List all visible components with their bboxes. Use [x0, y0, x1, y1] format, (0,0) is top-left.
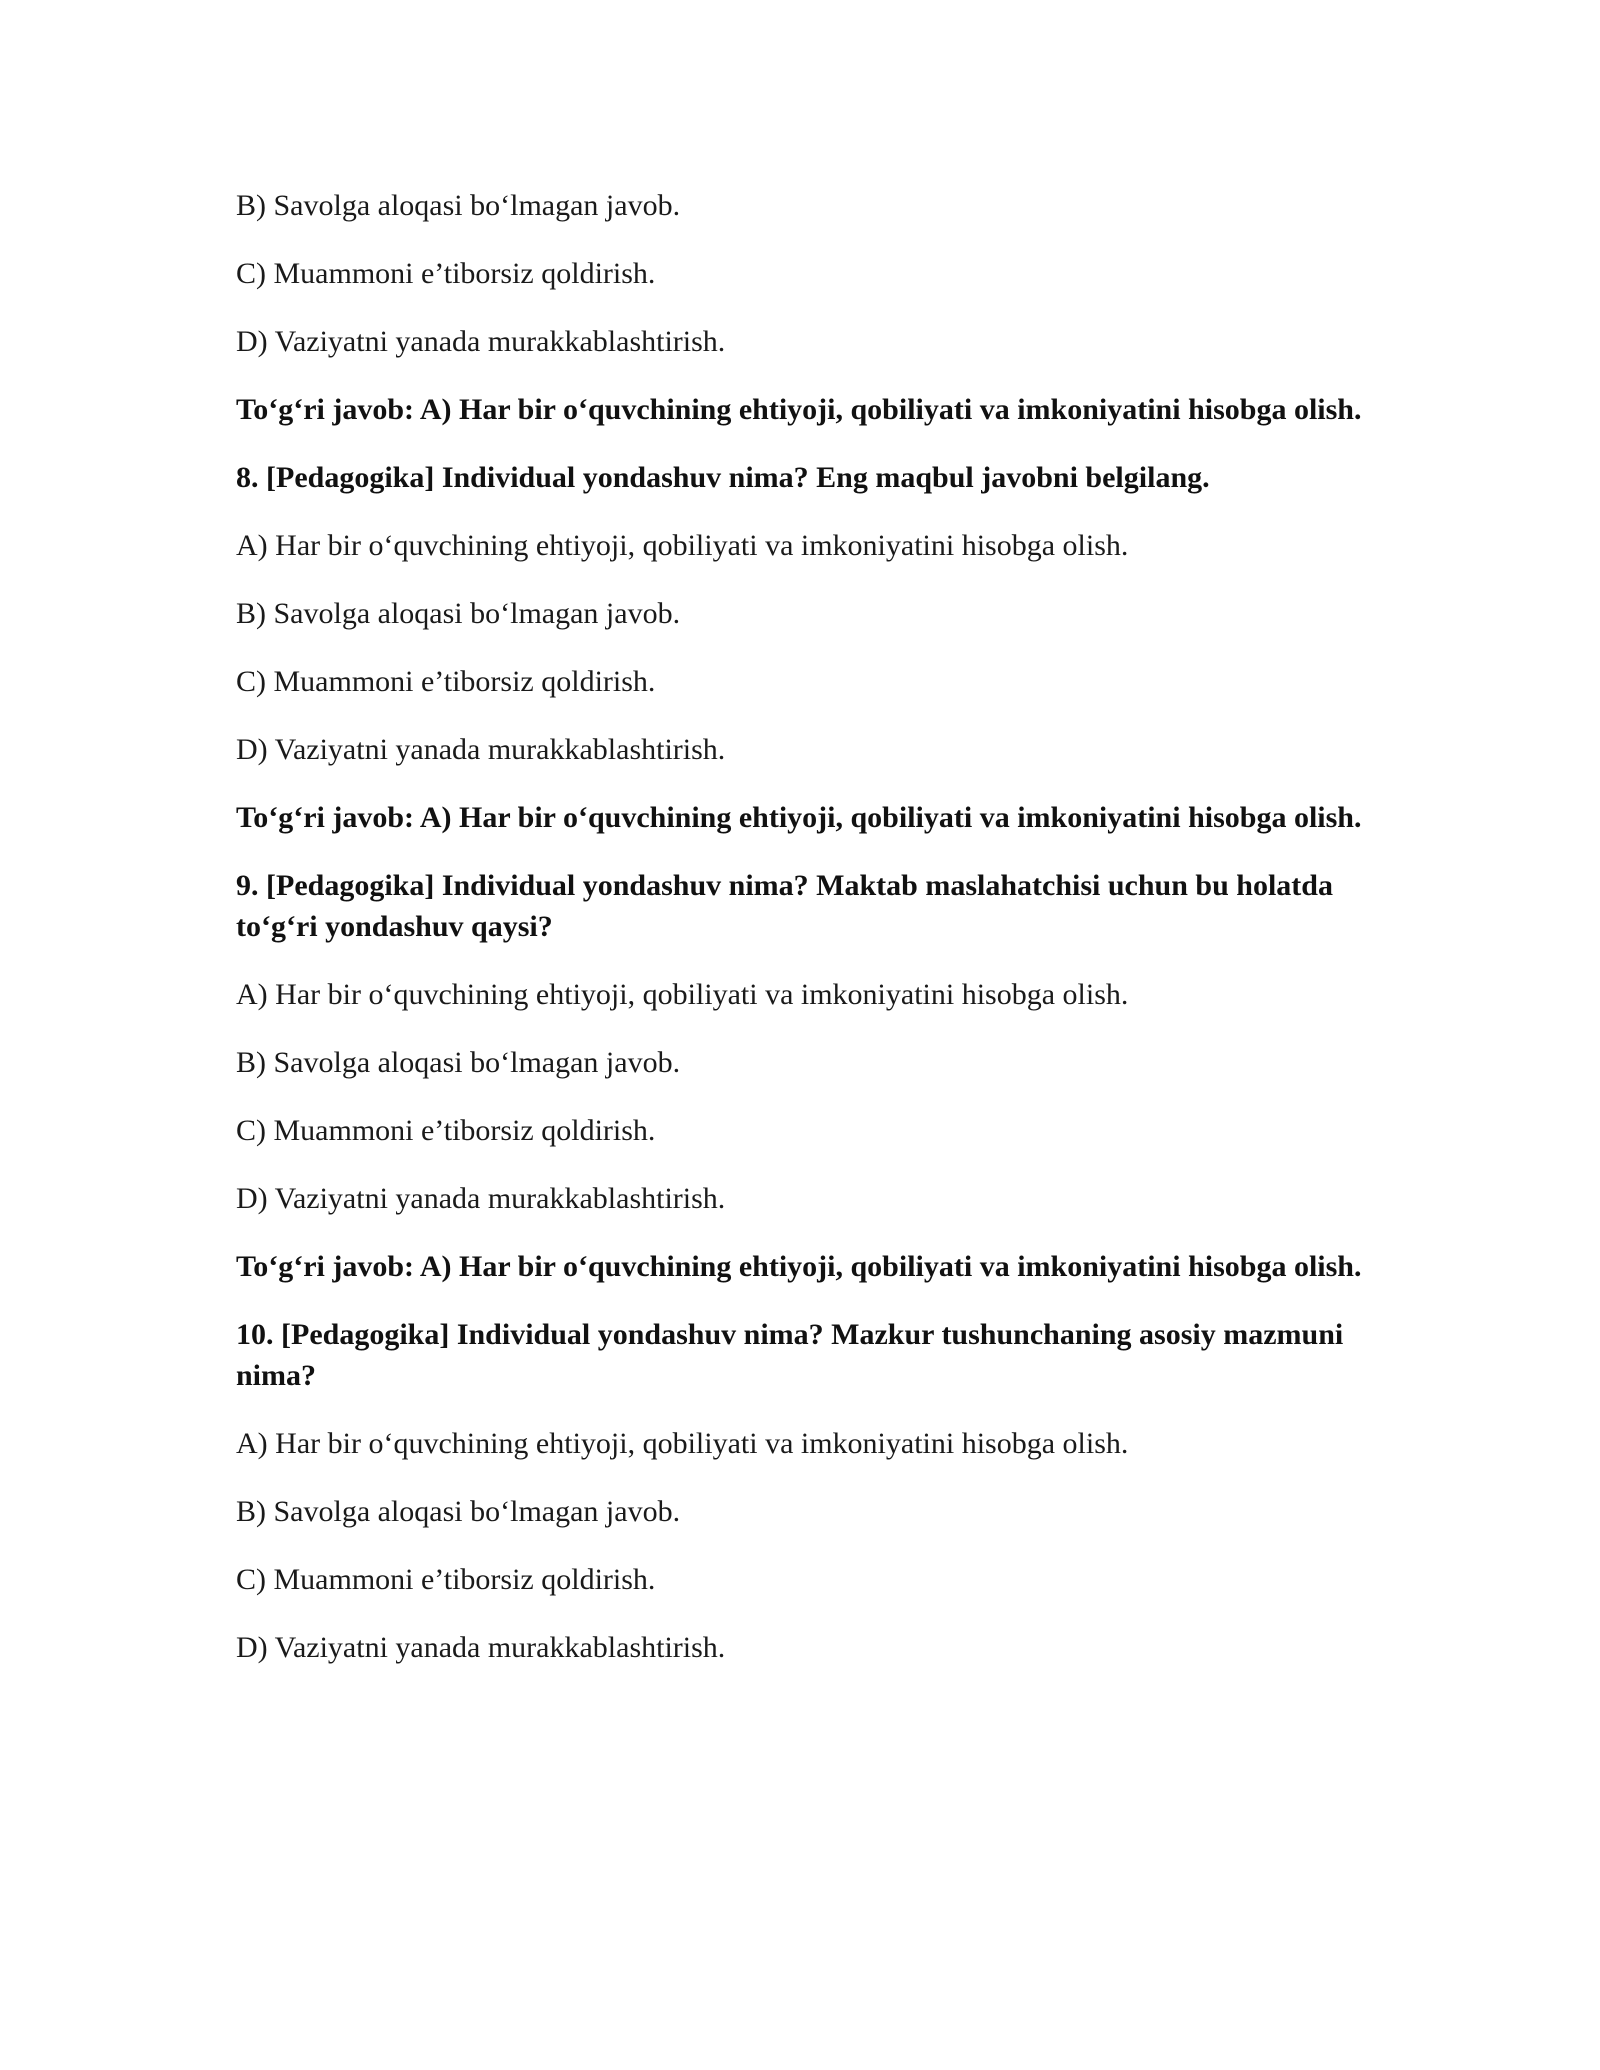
option-a-q9: A) Har bir o‘quvchining ehtiyoji, qobiliyati va imkoniyatini hisobga olish.	[236, 978, 1129, 1011]
page-content	[236, 185, 1366, 1695]
option-d-q10: D) Vaziyatni yanada murakkablashtirish.	[236, 1631, 726, 1664]
option-a-q10: A) Har bir o‘quvchining ehtiyoji, qobiliyati va imkoniyatini hisobga olish.	[236, 1427, 1129, 1460]
option-b-q10: B) Savolga aloqasi bo‘lmagan javob.	[236, 1495, 681, 1528]
correct-answer-q8: To‘g‘ri javob: A) Har bir o‘quvchining ehtiyoji, qobiliyati va imkoniyatini hisobga olish.	[236, 801, 1362, 834]
option-a-q8: A) Har bir o‘quvchining ehtiyoji, qobiliyati va imkoniyatini hisobga olish.	[236, 529, 1129, 562]
option-b-q8: B) Savolga aloqasi bo‘lmagan javob.	[236, 597, 681, 630]
option-c-q8: C) Muammoni e’tiborsiz qoldirish.	[236, 665, 656, 698]
question-9: 9. [Pedagogika] Individual yondashuv nima? Maktab maslahatchisi uchun bu holatda to‘g‘ri yondashuv qaysi?	[236, 869, 1333, 943]
option-c-q10: C) Muammoni e’tiborsiz qoldirish.	[236, 1563, 656, 1596]
question-10: 10. [Pedagogika] Individual yondashuv nima? Mazkur tushunchaning asosiy mazmuni nima?	[236, 1318, 1344, 1392]
question-8: 8. [Pedagogika] Individual yondashuv nima? Eng maqbul javobni belgilang.	[236, 461, 1210, 494]
option-b-q9: B) Savolga aloqasi bo‘lmagan javob.	[236, 1046, 681, 1079]
option-d-q7: D) Vaziyatni yanada murakkablashtirish.	[236, 325, 726, 358]
correct-answer-q7: To‘g‘ri javob: A) Har bir o‘quvchining ehtiyoji, qobiliyati va imkoniyatini hisobga olish.	[236, 393, 1362, 426]
option-c-q9: C) Muammoni e’tiborsiz qoldirish.	[236, 1114, 656, 1147]
correct-answer-q9: To‘g‘ri javob: A) Har bir o‘quvchining ehtiyoji, qobiliyati va imkoniyatini hisobga olish.	[236, 1250, 1362, 1283]
option-d-q8: D) Vaziyatni yanada murakkablashtirish.	[236, 733, 726, 766]
option-b-q7: B) Savolga aloqasi bo‘lmagan javob.	[236, 189, 681, 222]
option-d-q9: D) Vaziyatni yanada murakkablashtirish.	[236, 1182, 726, 1215]
option-c-q7: C) Muammoni e’tiborsiz qoldirish.	[236, 257, 656, 290]
